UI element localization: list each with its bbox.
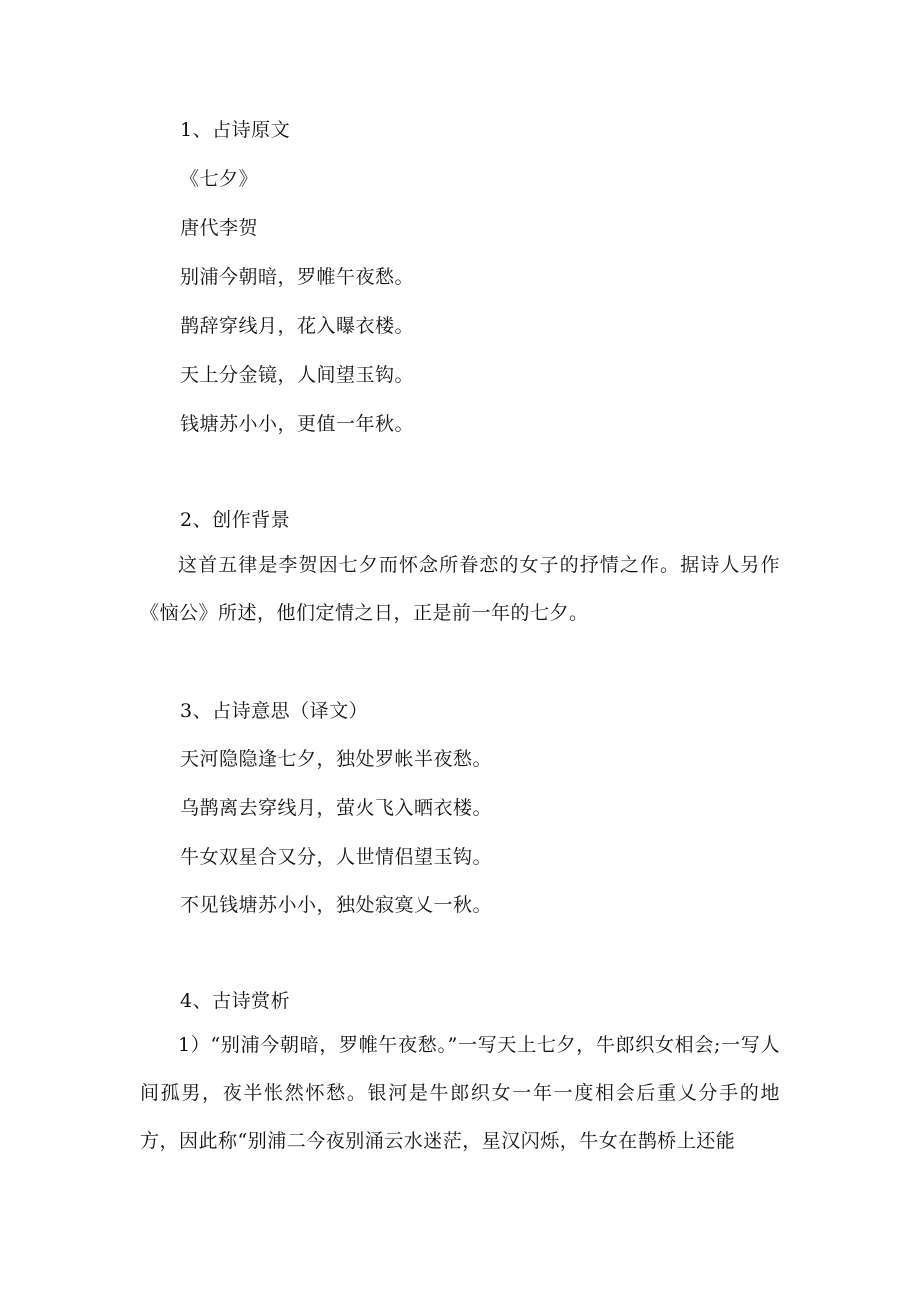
poem-title: 《七夕》 (180, 168, 259, 190)
translation-line: 牛女双星合又分，人世情侣望玉钩。 (180, 846, 493, 868)
translation-line: 天河隐隐逢七夕，独处罗帐半夜愁。 (180, 748, 493, 770)
poem-line: 别浦今朝暗，罗帷午夜愁。 (180, 266, 415, 288)
background-paragraph: 这首五律是李贺因七夕而怀念所眷恋的女子的抒情之作。据诗人另作《恼公》所述，他们定情之日，正是前一年的七夕。 (140, 554, 780, 624)
section-1-heading: 1、占诗原文 (180, 119, 291, 141)
section-4-heading: 4、古诗赏析 (180, 990, 291, 1012)
poem-line: 鹊辞穿线月，花入曝衣楼。 (180, 315, 415, 337)
section-2-heading: 2、创作背景 (180, 509, 291, 531)
translation-line: 乌鹊离去穿线月，萤火飞入晒衣楼。 (180, 797, 493, 819)
translation-line: 不见钱塘苏小小，独处寂寞乂一秋。 (180, 894, 493, 916)
poem-author: 唐代李贺 (180, 217, 259, 239)
poem-line: 天上分金镜，人间望玉钩。 (180, 364, 415, 386)
poem-line: 钱塘苏小小，更值一年秋。 (180, 413, 415, 435)
appreciation-paragraph: 1）“别浦今朝暗，罗帷午夜愁。”一写天上七夕，牛郎织女相会;一写人间孤男，夜半怅然怀愁。银河是牛郎织女一年一度相会后重乂分手的地方，因此称“别浦二今夜别涌云水迷茫，星汉闪烁，牛女在鹊桥上还能 (140, 1034, 780, 1152)
section-3-heading: 3、占诗意思（译文） (180, 700, 369, 722)
